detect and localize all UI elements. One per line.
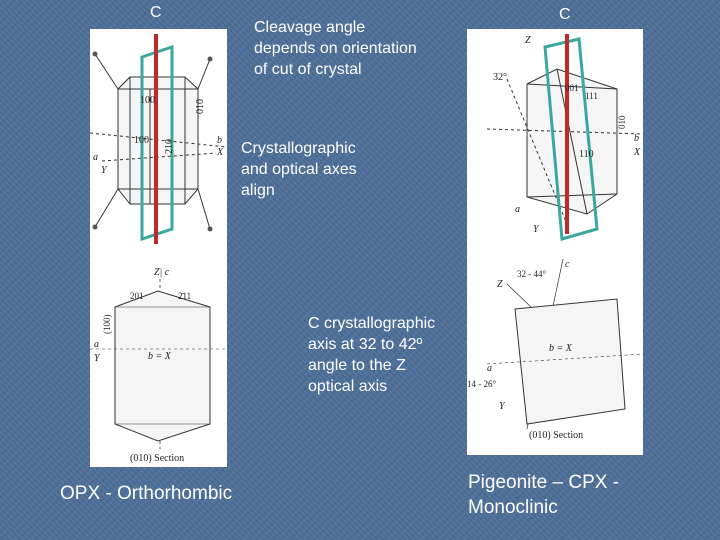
cpx-axis-a: a [515, 204, 520, 215]
cpx-angle-range: 32 - 44° [517, 269, 547, 279]
cpx-axis-c: c [565, 259, 570, 270]
face-111: 111 [585, 91, 598, 101]
opx-title: OPX - Orthorhombic [60, 483, 233, 504]
cpx-axis-y: Y [533, 224, 539, 235]
face-201: 201 [130, 291, 144, 301]
face-211: 2̄11 [178, 291, 192, 301]
opx-axis-a: a [93, 152, 98, 163]
miller-210: 210 [164, 139, 175, 154]
opx-axis-y: Y [101, 165, 107, 176]
cpx-b-eq-x: b = X [549, 343, 572, 354]
opx-axis-x: X [217, 147, 224, 158]
face-100-lower: (100) [102, 314, 112, 334]
cleavage-note: Cleavage angle depends on orientation of cut of crystal [254, 19, 417, 78]
cpx-angle-label: 32° [493, 72, 507, 83]
cpx-lower-axis-y: Y [499, 401, 505, 412]
c-axis-label-right: C [559, 6, 571, 23]
cpx-angle-range-lower: 14 - 26° [467, 379, 497, 389]
opx-figure-panel [90, 29, 227, 467]
cpx-title: Pigeonite – CPX - Monoclinic [468, 472, 620, 518]
opx-axis-z-c: Z| c [154, 267, 170, 278]
miller-100: 100 [134, 135, 149, 146]
cpx-lower-axis-a: a [487, 363, 492, 374]
cpx-axis-x: X [634, 147, 641, 158]
opx-lower-axis-y: Y [94, 353, 100, 364]
opx-lower-axis-a: a [94, 339, 99, 350]
face-110: 110 [579, 149, 594, 160]
cpx-figure-panel [467, 29, 643, 455]
c-axis-label-left: C [150, 4, 162, 21]
cpx-axis-z: Z [525, 35, 531, 46]
miller-100-upper: 100 [140, 95, 155, 106]
miller-010: 010 [195, 99, 206, 114]
cpx-section-label: (010) Section [529, 430, 584, 441]
face-001: 001 [565, 83, 579, 93]
c-axis-angle-note: C crystallographic axis at 32 to 42º angle to the Z optical axis [308, 315, 436, 395]
opx-b-eq-x: b = X [148, 351, 171, 362]
cpx-axis-b: b [634, 133, 639, 144]
face-010: 010 [617, 115, 627, 129]
cpx-lower-axis-z: Z [497, 279, 503, 290]
opx-section-label: (010) Section [130, 453, 185, 464]
opx-axis-b: b [217, 135, 222, 146]
axes-align-note: Crystallographic and optical axes align [241, 140, 357, 199]
opx-crystal-diagram [90, 29, 227, 467]
cpx-crystal-diagram [467, 29, 643, 455]
